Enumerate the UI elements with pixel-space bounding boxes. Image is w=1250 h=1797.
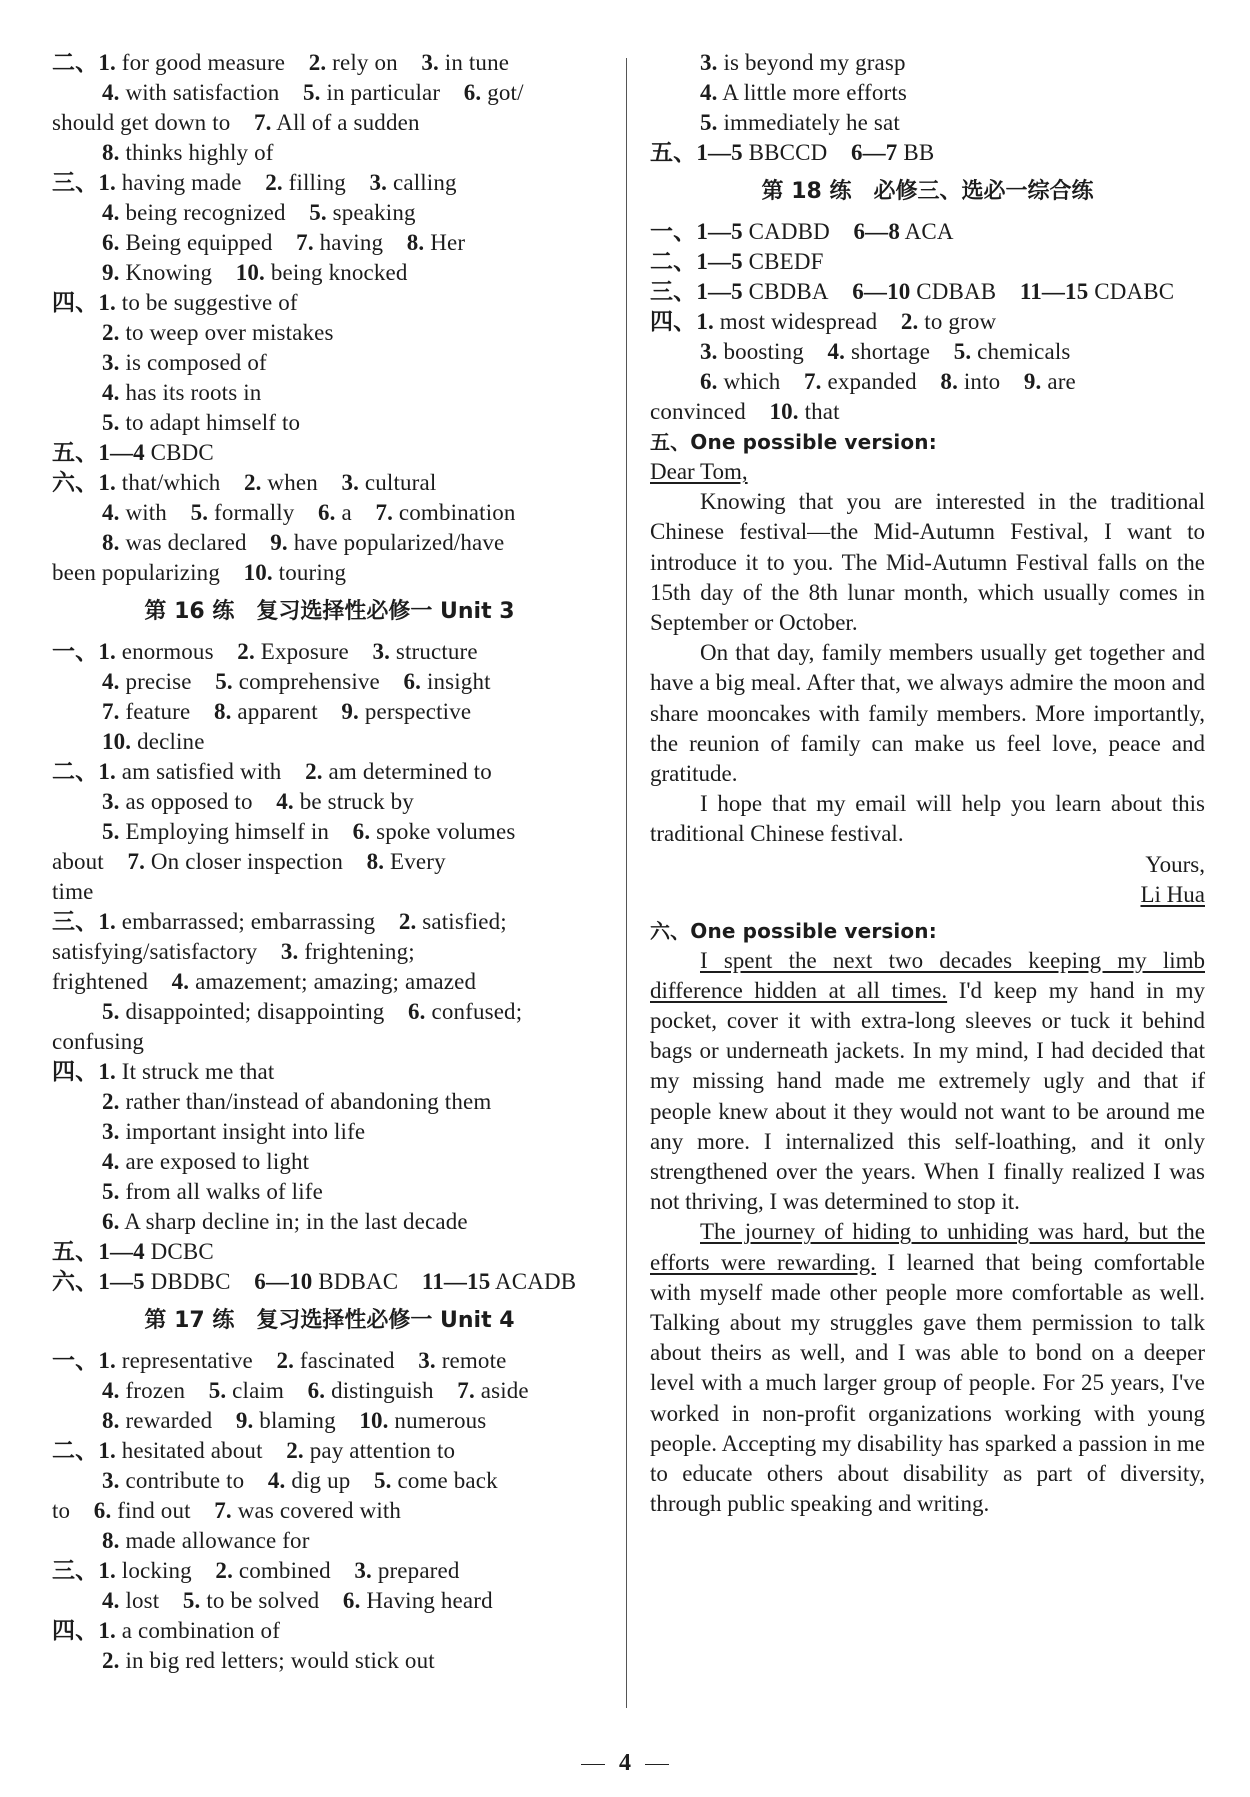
heading-lesson-17: 第 17 练 复习选择性必修一 Unit 4 [144,1308,515,1333]
answer-line: to 6. find out 7. was covered with [52,1498,402,1523]
answer-line: 4. has its roots in [102,380,262,405]
answers-block-c [52,1346,607,1676]
answer-line: 5. immediately he sat [700,110,900,135]
answer-line: been popularizing 10. touring [52,560,347,585]
section-6-label: 六、One possible version: [650,918,937,943]
answer-line: 五、1—4 DCBC [52,1239,214,1265]
answer-line: 3. boosting 4. shortage 5. chemicals [700,339,1071,364]
answers-block-lesson-18 [650,217,1205,427]
answer-line: 3. as opposed to 4. be struck by [102,789,414,814]
answer-line: 3. important insight into life [102,1119,366,1144]
answers-block-a [52,48,607,588]
answer-line: 9. Knowing 10. being knocked [102,260,408,285]
answer-line: 六、1. that/which 2. when 3. cultural [52,470,437,496]
answer-line: 3. contribute to 4. dig up 5. come back [102,1468,498,1493]
answer-line: 4. lost 5. to be solved 6. Having heard [102,1588,493,1613]
answer-line: 7. feature 8. apparent 9. perspective [102,699,472,724]
answer-line: 四、1. It struck me that [52,1059,275,1085]
page-number [0,1750,1250,1777]
answer-line: 8. made allowance for [102,1528,310,1553]
answer-line: 一、1. enormous 2. Exposure 3. structure [52,639,478,665]
story-first-sentence: I spent the next two decades keeping my limb difference hidden at all times. [650,947,1205,1003]
answer-line: should get down to 7. All of a sudden [52,110,420,135]
column-divider [626,58,627,1708]
answer-line: 三、1. embarrassed; embarrassing 2. satisfied; [52,909,507,935]
answer-line: 3. is composed of [102,350,267,375]
answer-line: time [52,879,94,904]
answer-line: 二、1. for good measure 2. rely on 3. in tune [52,50,510,76]
letter-paragraph: On that day, family members usually get together and have a big meal. After that, we always admire the moon and share mooncakes with family members. More importantly, the reunion of family can make us feel love, peace and gratitude. [650,640,1205,787]
answer-line: 六、1—5 DBDBC 6—10 BDBAC 11—15 ACADB [52,1269,577,1295]
story-paragraph-text: I learned that being comfortable with myself made other people more comfortable as well. Talking about my struggles gave them permission to talk about theirs as well, and I was able to bond on a deeper level with a much larger group of people. For 25 years, I've worked in non-profit organizations working with young people. Accepting my disability has sparked a passion in me to educate others about disability as part of diversity, through public speaking and writing. [650,1249,1205,1517]
story-paragraph [650,1217,1205,1519]
answer-line: 5. Employing himself in 6. spoke volumes [102,819,516,844]
answers-block-b [52,637,607,1297]
answer-line: 四、1. most widespread 2. to grow [650,309,997,335]
answer-line: 8. rewarded 9. blaming 10. numerous [102,1408,487,1433]
answer-line: 4. being recognized 5. speaking [102,200,416,225]
sample-story [650,946,1205,1520]
answer-line: about 7. On closer inspection 8. Every [52,849,446,874]
sample-letter [650,457,1205,910]
story-second-start: The journey of hiding to unhiding was hard, but the efforts were rewarding. [650,1219,1205,1275]
answer-line: 8. thinks highly of [102,140,274,165]
story-paragraph [650,946,1205,1218]
letter-paragraph: Knowing that you are interested in the traditional Chinese festival—the Mid-Autumn Festival, I want to introduce it to you. The Mid-Autumn Festival falls on the 15th day of the 8th lunar month, which usually comes in September or October. [650,489,1205,636]
answer-line: satisfying/satisfactory 3. frightening; [52,939,415,964]
answer-line: frightened 4. amazement; amazing; amazed [52,969,477,994]
answer-line: 2. to weep over mistakes [102,320,334,345]
letter-paragraph: I hope that my email will help you learn about this traditional Chinese festival. [650,791,1205,847]
answer-line: 五、1—5 BBCCD 6—7 BB [650,140,935,166]
answer-line: 4. with satisfaction 5. in particular 6. got/ [102,80,524,105]
answer-line: 三、1. having made 2. filling 3. calling [52,170,457,196]
answers-block-continued [650,48,1205,168]
answer-line: 2. in big red letters; would stick out [102,1648,435,1673]
answer-line: 4. A little more efforts [700,80,907,105]
right-column [650,48,1205,1520]
answer-line: 二、1. hesitated about 2. pay attention to [52,1438,456,1464]
story-paragraph-text: I'd keep my hand in my pocket, cover it with extra-long sleeves or tuck it behind bags or underneath jackets. In my mind, I had decided that my missing hand made me extremely ugly and that if people knew about it they would not want to be around me any more. I internalized this self-loathing, and it only strengthened over the years. When I finally realized I was not thriving, I was determined to stop it. [650,977,1205,1215]
answer-line: 6. which 7. expanded 8. into 9. are [700,369,1076,394]
answer-line: 五、1—4 CBDC [52,440,214,466]
answer-line: convinced 10. that [650,399,840,424]
letter-closing: Yours, [1145,851,1205,877]
answer-line: 一、1—5 CADBD 6—8 ACA [650,219,954,245]
page-number-text: 4 [619,1750,631,1776]
letter-signature: Li Hua [1140,881,1205,907]
answer-line: 5. disappointed; disappointing 6. confused; [102,999,523,1024]
answer-line: 6. Being equipped 7. having 8. Her [102,230,466,255]
answer-line: 10. decline [102,729,205,754]
answer-line: 三、1. locking 2. combined 3. prepared [52,1558,460,1584]
answer-line: 2. rather than/instead of abandoning them [102,1089,492,1114]
answer-line: confusing [52,1029,145,1054]
heading-lesson-18: 第 18 练 必修三、选必一综合练 [761,179,1094,204]
answer-line: 5. from all walks of life [102,1179,323,1204]
answer-line: 二、1—5 CBEDF [650,249,824,275]
answer-line: 4. frozen 5. claim 6. distinguish 7. aside [102,1378,529,1403]
answer-line: 一、1. representative 2. fascinated 3. remote [52,1348,507,1374]
section-5-label: 五、One possible version: [650,430,937,454]
answer-line: 二、1. am satisfied with 2. am determined to [52,759,492,785]
heading-lesson-16: 第 16 练 复习选择性必修一 Unit 3 [144,599,515,624]
answer-line: 8. was declared 9. have popularized/have [102,530,505,555]
answer-line: 4. with 5. formally 6. a 7. combination [102,500,516,525]
answer-line: 四、1. a combination of [52,1618,281,1644]
left-column [52,48,607,1676]
answer-line: 5. to adapt himself to [102,410,301,435]
answer-line: 四、1. to be suggestive of [52,290,298,316]
answer-line: 3. is beyond my grasp [700,50,906,75]
answer-line: 三、1—5 CBDBA 6—10 CDBAB 11—15 CDABC [650,279,1175,305]
answer-line: 6. A sharp decline in; in the last decade [102,1209,468,1234]
answer-line: 4. precise 5. comprehensive 6. insight [102,669,491,694]
answer-line: 4. are exposed to light [102,1149,310,1174]
letter-salutation: Dear Tom, [650,459,748,484]
